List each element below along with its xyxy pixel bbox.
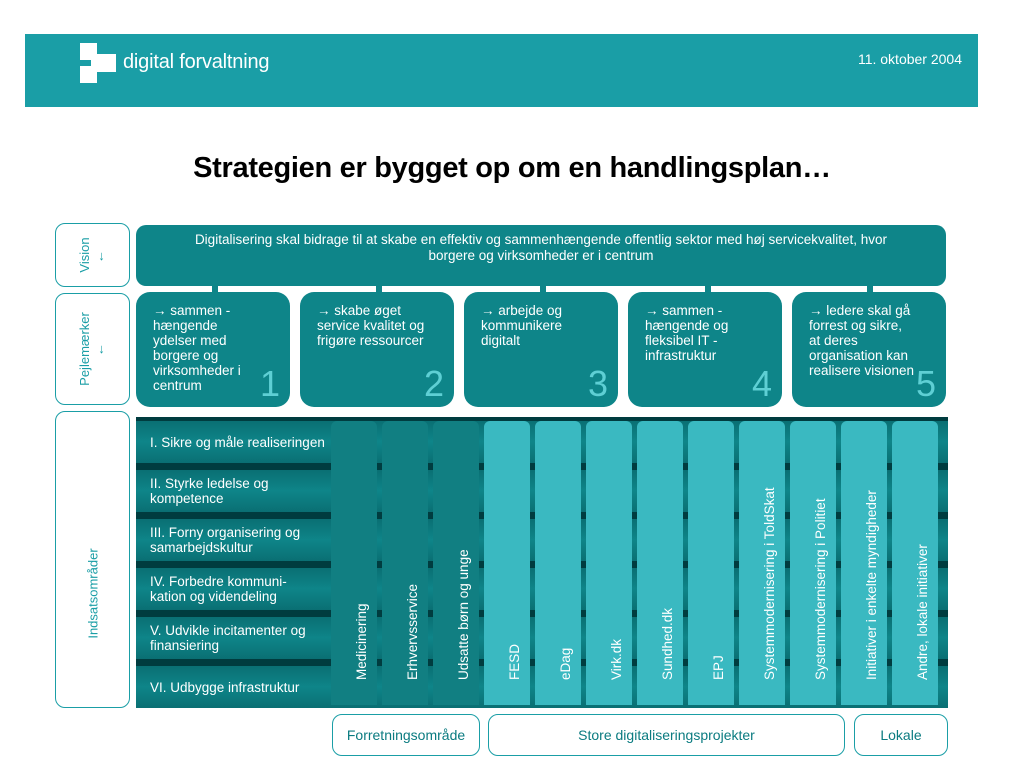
pejlemaerke-number: 2 [423, 363, 444, 404]
side-label-indsatsomraader: Indsatsområder [85, 548, 100, 639]
project-column-politiet [790, 421, 836, 705]
side-box-vision [55, 223, 130, 287]
side-box-indsatsomraader [55, 411, 130, 708]
pejlemaerke-1 [136, 292, 290, 407]
pejlemaerke-3 [464, 292, 618, 407]
pejlemaerke-text: → ledere skal gå forrest og sikre, at deres organisation kan realisere visionen [809, 303, 915, 378]
indsats-label-1: I. Sikre og måle realiseringen [150, 434, 325, 450]
side-box-pejlemaerker [55, 293, 130, 405]
arrow-down-icon: ↓ [97, 247, 105, 263]
project-label: Virk.dk [609, 638, 624, 680]
indsats-label-5: V. Udvikle incitamenter og finansiering [150, 623, 306, 653]
indsats-label-4: IV. Forbedre kommuni- kation og videndeling [150, 574, 287, 604]
pejlemaerke-text: → skabe øget service kvalitet og frigøre ressourcer [317, 303, 425, 348]
project-label: FESD [507, 643, 522, 680]
project-column-fesd [484, 421, 530, 705]
project-label: Systemmodernisering i ToldSkat [762, 487, 777, 680]
project-label: Sundhed.dk [660, 607, 675, 680]
project-column-medicinering [331, 421, 377, 705]
arrow-down-icon: ↓ [97, 341, 105, 357]
project-label: Erhvervsservice [405, 583, 420, 680]
pejlemaerke-number: 3 [587, 363, 608, 404]
group-label-lokale: Lokale [854, 714, 948, 756]
pejlemaerke-number: 4 [751, 363, 772, 404]
pejlemaerke-number: 1 [259, 363, 280, 404]
project-label: Udsatte børn og unge [456, 549, 471, 680]
project-label: Andre, lokale initiativer [915, 544, 930, 680]
project-column-udsatte-boern [433, 421, 479, 705]
project-label: Initiativer i enkelte myndigheder [864, 490, 879, 680]
project-label: Medicinering [354, 603, 369, 680]
group-label-forretning: Forretningsområde [332, 714, 480, 756]
page-title: Strategien er bygget op om en handlingsplan… [193, 152, 831, 184]
pejlemaerke-5 [792, 292, 946, 407]
project-column-toldskat [739, 421, 785, 705]
project-column-epj [688, 421, 734, 705]
pejlemaerke-number: 5 [915, 363, 936, 404]
logo-icon [80, 43, 116, 83]
project-column-erhvervsservice [382, 421, 428, 705]
header-date: 11. oktober 2004 [857, 51, 962, 67]
project-column-edag [535, 421, 581, 705]
project-column-sundhed [637, 421, 683, 705]
project-label: Systemmodernisering i Politiet [813, 498, 828, 680]
project-label: EPJ [711, 655, 726, 680]
group-label-store: Store digitaliseringsprojekter [488, 714, 845, 756]
project-column-virk [586, 421, 632, 705]
indsats-label-2: II. Styrke ledelse og kompetence [150, 476, 269, 506]
pejlemaerke-4 [628, 292, 782, 407]
pejlemaerke-text: → sammen - hængende og fleksibel IT - infrastruktur [645, 303, 729, 363]
pejlemaerke-2 [300, 292, 454, 407]
project-label: eDag [558, 647, 573, 680]
vision-box: Digitalisering skal bidrage til at skabe en effektiv og sammenhængende offentlig sektor med høj servicekvalitet, hvor borgere og virksomheder er i centrum [136, 225, 946, 286]
side-label-pejlemaerker: Pejlemærker ↓ [76, 312, 105, 386]
project-column-lokale [892, 421, 938, 705]
indsats-label-3: III. Forny organisering og samarbejdskultur [150, 525, 301, 555]
pejlemaerke-text: → arbejde og kommunikere digitalt [481, 303, 563, 348]
project-column-myndigheder [841, 421, 887, 705]
indsats-label-6: VI. Udbygge infrastruktur [150, 679, 300, 695]
logo-text: digital forvaltning [123, 51, 270, 73]
header-bar [25, 34, 978, 107]
side-label-vision: Vision ↓ [76, 237, 105, 273]
pejlemaerke-text: → sammen - hængende ydelser med borgere og virksomheder i centrum [153, 303, 241, 393]
